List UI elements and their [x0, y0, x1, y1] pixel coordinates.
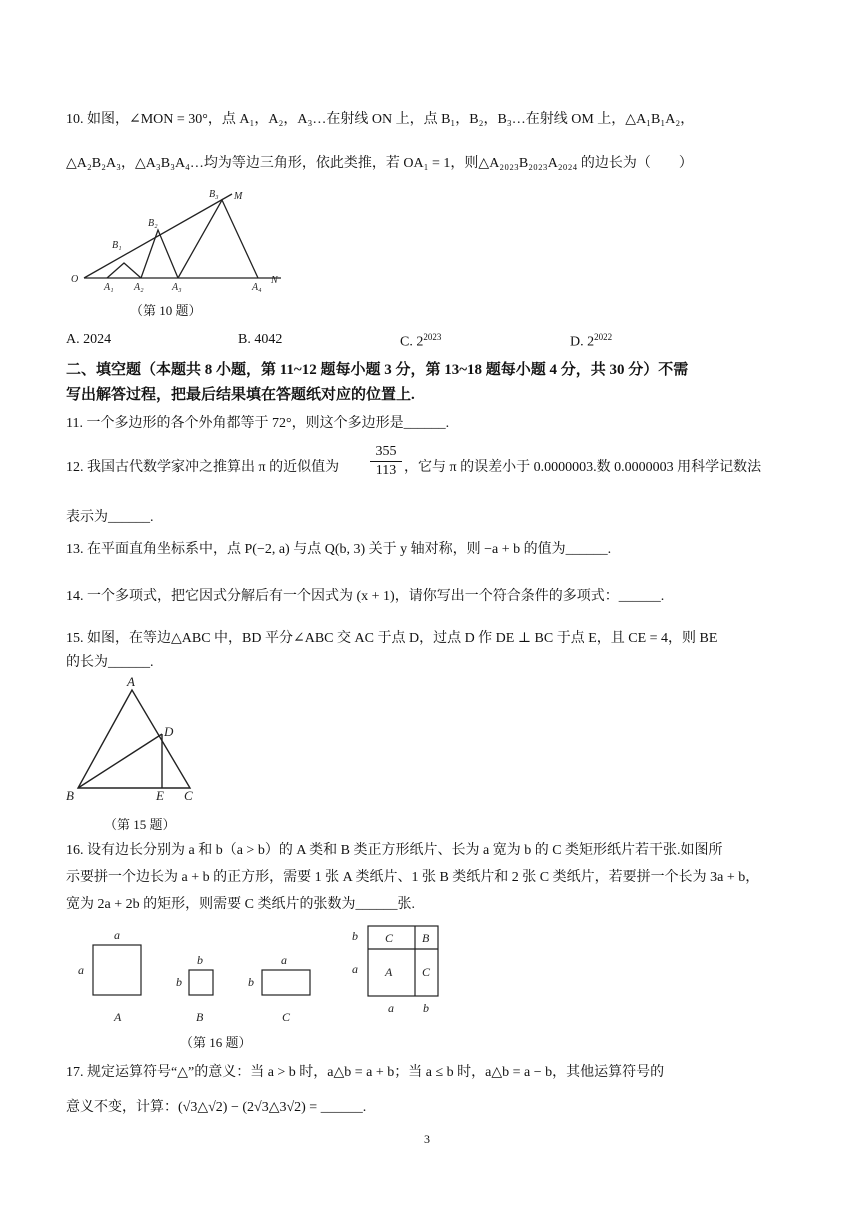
- q15-line1: 15. 如图，在等边△ABC 中，BD 平分∠ABC 交 AC 于点 D，过点 D 作 DE ⊥ BC 于点 E，且 CE = 4，则 BE: [66, 631, 718, 646]
- q16-line1: 16. 设有边长分别为 a 和 b（a > b）的 A 类和 B 类正方形纸片、长为 a 宽为 b 的 C 类矩形纸片若干张.如图所: [66, 843, 723, 858]
- q10-option-d: D. $2^{2022}$: [570, 332, 613, 350]
- q16-line2: 示要拼一个边长为 a + b 的正方形，需要 1 张 A 类纸片、1 张 B 类纸片和 2 张 C 类纸片，若要拼一个长为 3a + b，: [66, 870, 760, 885]
- q16-line3: 宽为 2a + 2b 的矩形，则需要 C 类纸片的张数为______张.: [66, 897, 415, 912]
- q10-option-a: A. 2024: [66, 332, 112, 347]
- q16-figure: [66, 922, 456, 1032]
- page-number: 3: [424, 1132, 430, 1146]
- q10-option-b: B. 4042: [238, 332, 283, 347]
- q16-label-sq-bottom-a: a: [388, 1001, 394, 1015]
- label-N: N: [271, 275, 278, 286]
- label-B: B: [66, 788, 74, 803]
- q16-label-c-left: b: [248, 975, 254, 989]
- label-M: M: [234, 191, 243, 202]
- q17-line1: 17. 规定运算符号“△”的意义：当 a > b 时，a△b = a + b；当 a ≤ b 时，a△b = a − b，其他运算符号的: [66, 1065, 665, 1080]
- q16-label-b-left: b: [176, 975, 182, 989]
- section2-heading-line2: 写出解答过程，把最后结果填在答题纸对应的位置上.: [66, 387, 415, 403]
- q12-pre: 12. 我国古代数学家冲之推算出 π 的近似值为: [66, 460, 340, 475]
- label-A2: A₂: [134, 282, 144, 293]
- q10-line2: △A₂B₂A₃，△A₃B₃A₄…均为等边三角形，依此类推，若 OA₁ = 1，则△A₂₀₂₃B₂₀₂₃A₂₀₂₄ 的边长为（ ）: [66, 156, 693, 171]
- q16-label-c-top: a: [281, 953, 287, 967]
- q12-fraction: [370, 444, 402, 479]
- q16-name-A: A: [114, 1010, 122, 1024]
- label-A: A: [127, 674, 135, 689]
- q16-label-a-left-a: a: [78, 963, 84, 977]
- q10-option-c: C. $2^{2023}$: [400, 332, 442, 350]
- q12-line2: 表示为______.: [66, 510, 154, 525]
- q16-name-C: C: [282, 1010, 291, 1024]
- label-C: C: [184, 788, 193, 803]
- q16-name-B: B: [196, 1010, 204, 1024]
- label-B3: B₃: [209, 189, 219, 200]
- q16-cell-A: A: [385, 965, 393, 979]
- label-B2: B₂: [148, 218, 158, 229]
- q10-caption: （第 10 题）: [130, 303, 202, 318]
- q10-line1: 10. 如图，∠MON = 30°，点 A₁，A₂，A₃…在射线 ON 上，点 B₁，B₂，B₃…在射线 OM 上，△A₁B₁A₂，: [66, 112, 695, 127]
- q17-line2: 意义不变，计算：(√3△√2) − (2√3△3√2) = ______.: [66, 1100, 367, 1115]
- q15-figure: [66, 672, 206, 807]
- q16-cell-C2: C: [422, 965, 431, 979]
- q16-label-sq-bottom-b: b: [423, 1001, 429, 1015]
- label-E: E: [156, 788, 164, 803]
- label-A3: A₃: [172, 282, 182, 293]
- q10-figure: [66, 186, 296, 298]
- q13-text: 13. 在平面直角坐标系中，点 P(−2, a) 与点 Q(b, 3) 关于 y 轴对称，则 −a + b 的值为______.: [66, 542, 612, 557]
- label-B1: B₁: [112, 240, 122, 251]
- label-A4: A₄: [252, 282, 262, 293]
- q16-cell-C1: C: [385, 931, 394, 945]
- label-O: O: [71, 274, 79, 285]
- label-D: D: [164, 724, 174, 739]
- q14-text: 14. 一个多项式，把它因式分解后有一个因式为 (x + 1)，请你写出一个符合条件的多项式：______.: [66, 589, 665, 604]
- label-A1: A₁: [104, 282, 114, 293]
- q12-numerator: 355: [370, 444, 402, 462]
- q12-denominator: 113: [375, 463, 397, 478]
- q16-label-b-top: b: [197, 953, 203, 967]
- q15-line2: 的长为______.: [66, 655, 154, 670]
- q12-post: ，它与 π 的误差小于 0.0000003.数 0.0000003 用科学记数法: [404, 460, 762, 475]
- section2-heading-line1: 二、填空题（本题共 8 小题，第 11~12 题每小题 3 分，第 13~18 题每小题 4 分，共 30 分）不需: [66, 362, 689, 378]
- q15-caption: （第 15 题）: [104, 817, 176, 832]
- q16-cell-B: B: [422, 931, 430, 945]
- q16-label-sq-a: a: [352, 962, 358, 976]
- q16-caption: （第 16 题）: [180, 1035, 252, 1050]
- q16-label-sq-b: b: [352, 929, 358, 943]
- q16-label-a-top-a: a: [114, 928, 120, 942]
- q11-text: 11. 一个多边形的各个外角都等于 72°，则这个多边形是______.: [66, 416, 450, 431]
